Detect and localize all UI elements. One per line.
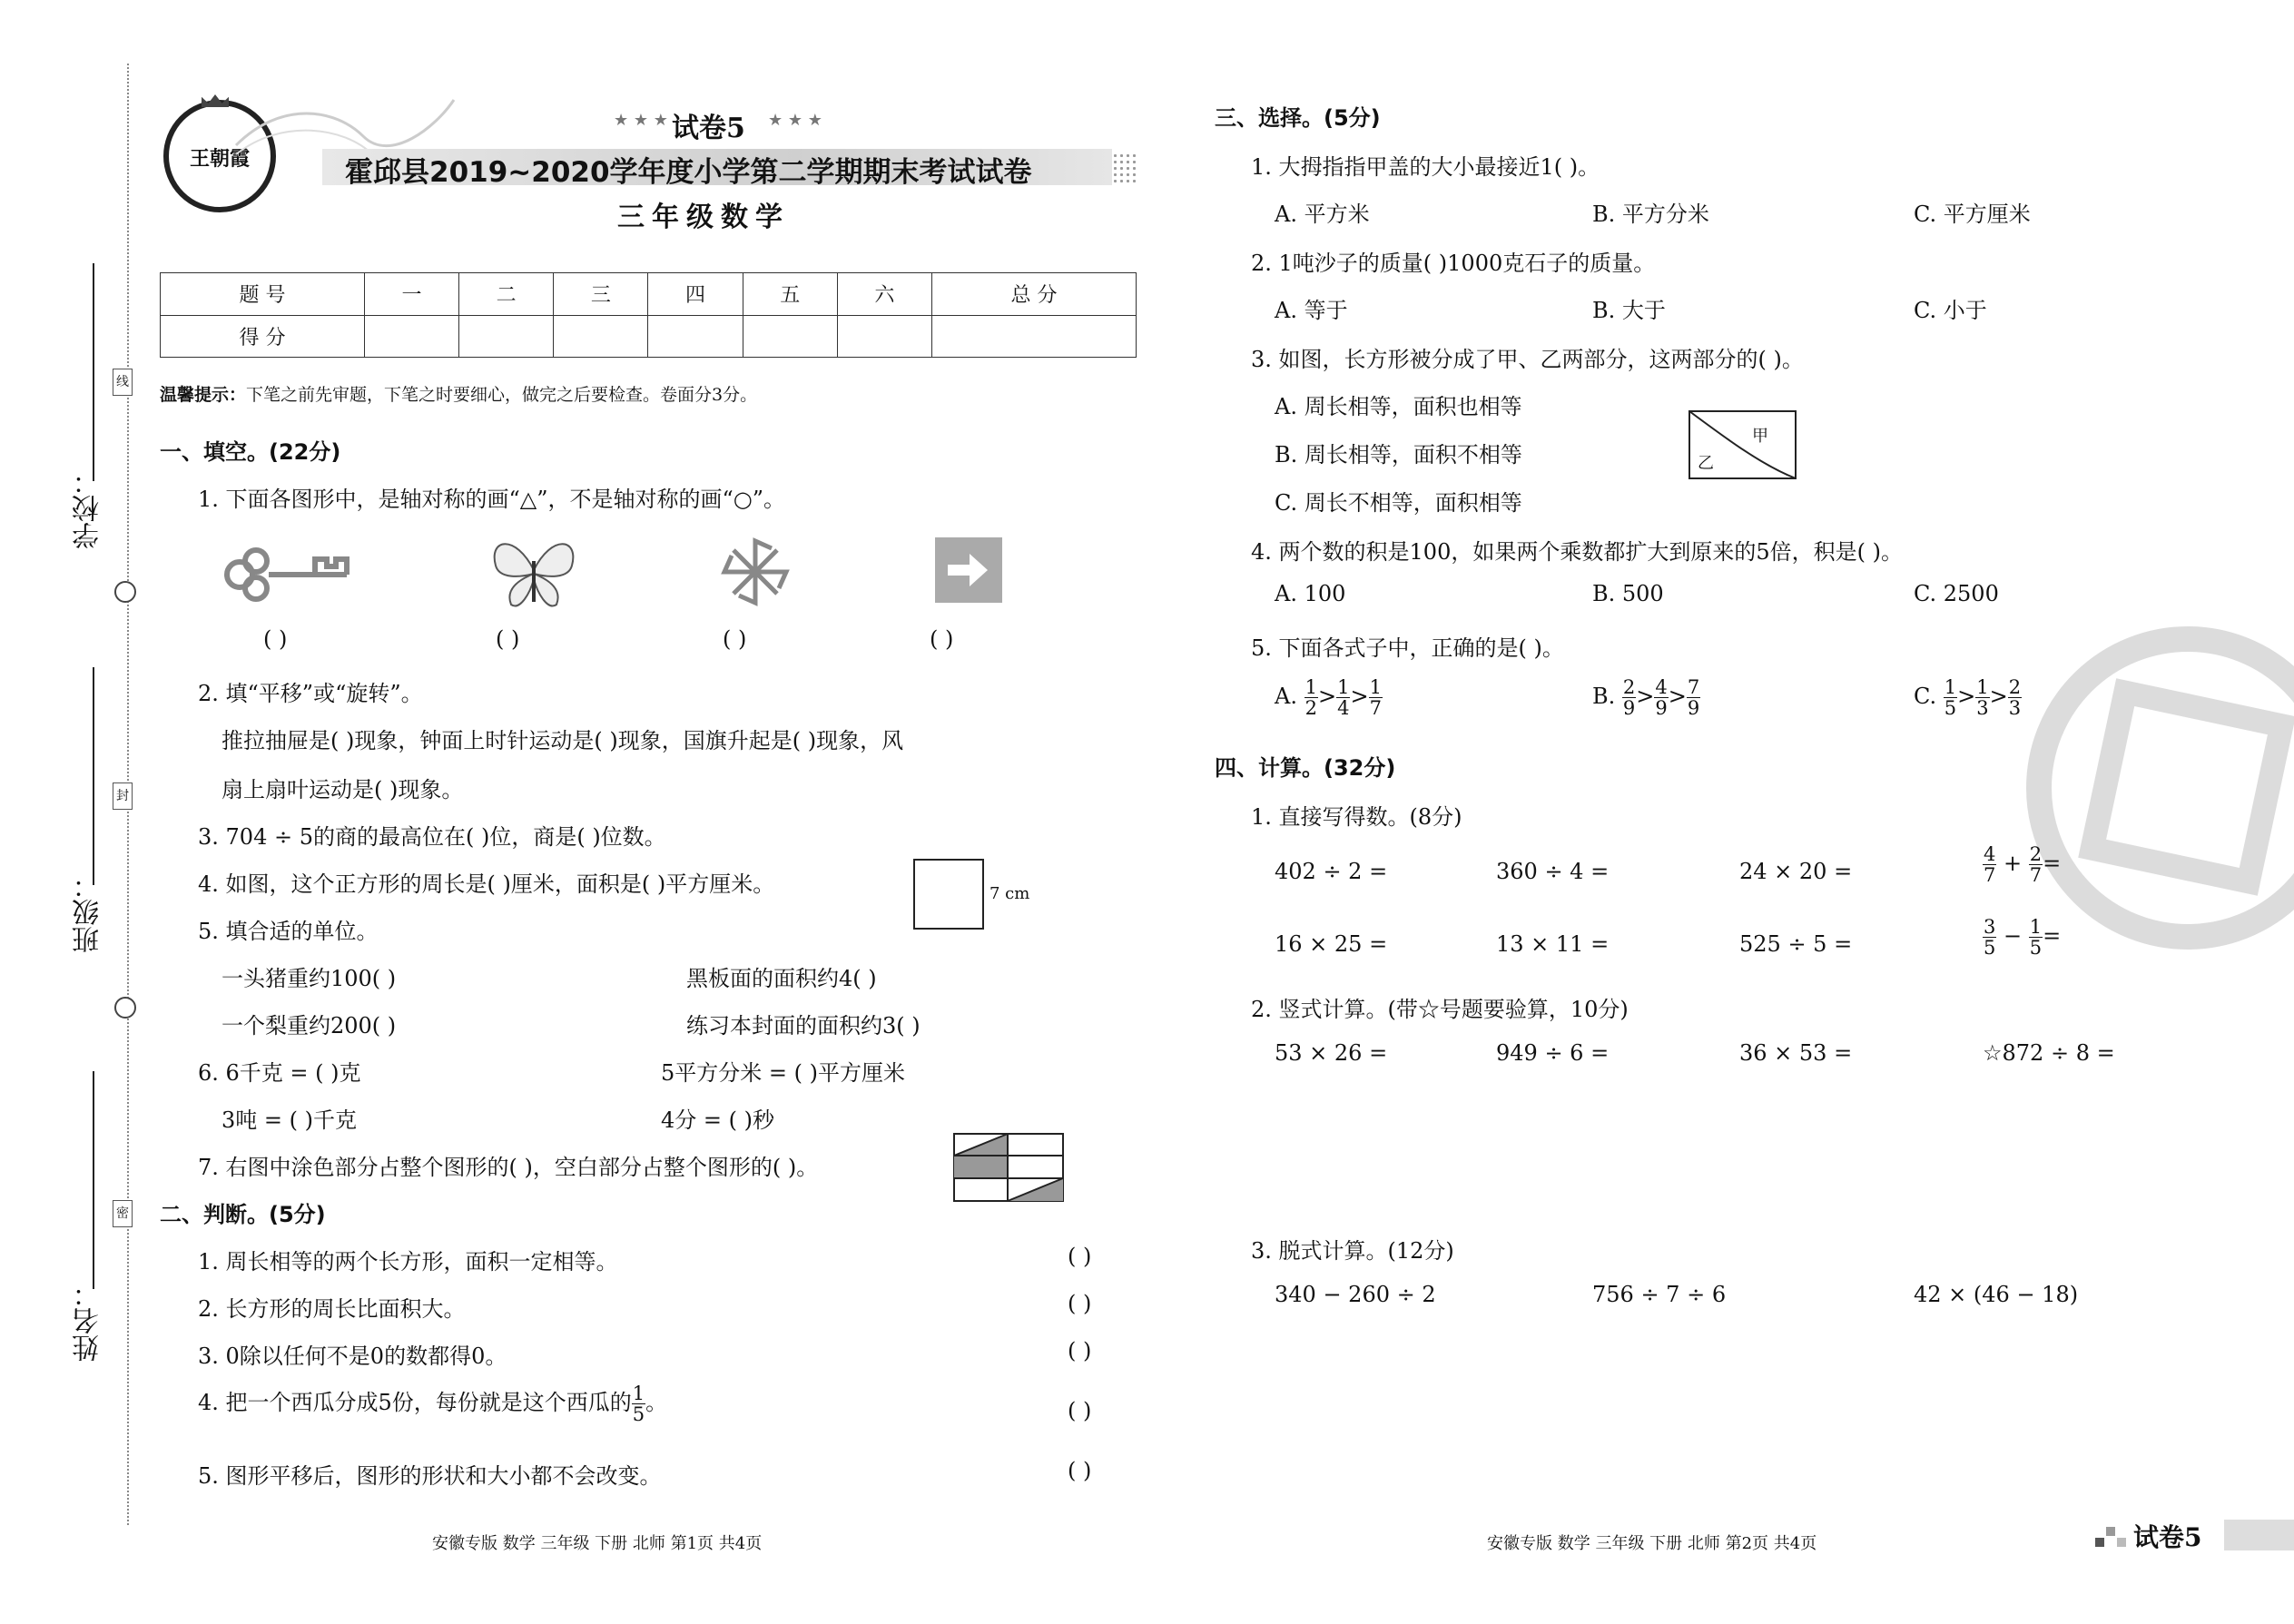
equals-sign: = xyxy=(2043,923,2062,950)
binding-hole-icon xyxy=(114,997,136,1019)
s3-q5-opt-b[interactable] xyxy=(1592,677,1700,718)
s1-q1-blank[interactable]: ( ) xyxy=(723,626,747,652)
series-stars: ★ ★ ★ xyxy=(614,111,668,130)
pinwheel-icon xyxy=(719,536,792,608)
s1-q1-blank[interactable]: ( ) xyxy=(930,626,954,652)
fraction-denominator: 4 xyxy=(1337,697,1350,720)
shaded-grid-figure xyxy=(953,1133,1064,1202)
s3-q2-opt-c[interactable]: C. 小于 xyxy=(1914,298,1987,323)
s1-q6-d: 4分 = ( )秒 xyxy=(661,1107,774,1133)
score-input-cell[interactable] xyxy=(648,315,743,358)
fraction-numerator: 4 xyxy=(1984,843,1996,865)
fraction-numerator: 1 xyxy=(1369,676,1382,698)
s3-q5-opt-c[interactable] xyxy=(1914,677,2022,718)
fraction xyxy=(1336,677,1350,718)
s1-q5-a: 一头猪重约100( ) xyxy=(222,966,397,991)
fraction-numerator: 1 xyxy=(1337,676,1350,698)
fraction xyxy=(1983,917,1996,958)
fraction-denominator: 5 xyxy=(1944,697,1957,720)
score-header-cell: 六 xyxy=(837,273,931,316)
tip-label: 温馨提示： xyxy=(160,385,247,405)
s3-q3-opt-a[interactable]: A. 周长相等，面积也相等 xyxy=(1275,394,1522,419)
s1-q2-line1: 推拉抽屉是( )现象，钟面上时针运动是( )现象，国旗升起是( )现象，风 xyxy=(222,728,904,753)
s1-q5-b: 黑板面的面积约4( ) xyxy=(686,966,877,991)
fraction xyxy=(1944,677,1957,718)
calc-item: 340 − 260 ÷ 2 xyxy=(1275,1282,1436,1307)
s2-item: 1. 周长相等的两个长方形，面积一定相等。 xyxy=(198,1249,618,1275)
fraction xyxy=(1687,677,1700,718)
fraction-one-fifth xyxy=(632,1383,645,1424)
fraction-denominator: 7 xyxy=(1984,864,1996,887)
section4-heading: 四、计算。(32分) xyxy=(1215,755,1396,781)
s3-q4-opt-a[interactable]: A. 100 xyxy=(1275,581,1346,606)
calc-item: 24 × 20 = xyxy=(1739,859,1853,884)
calc-item: ☆872 ÷ 8 = xyxy=(1983,1040,2115,1066)
calc-item: 36 × 53 = xyxy=(1739,1040,1853,1066)
section1-heading: 一、填空。(22分) xyxy=(160,439,341,465)
s4-q2: 2. 竖式计算。(带☆号题要验算，10分) xyxy=(1251,997,1629,1022)
name-label: 姓名： xyxy=(73,1280,104,1362)
fraction xyxy=(1983,844,1996,885)
calc-item: 525 ÷ 5 = xyxy=(1739,931,1853,957)
calc-item: 42 × (46 − 18) xyxy=(1914,1282,2079,1307)
cut-mark-line: 线 xyxy=(113,369,133,396)
gt-sign: > xyxy=(1957,684,1976,710)
s1-q4: 4. 如图，这个正方形的周长是( )厘米，面积是( )平方厘米。 xyxy=(198,871,775,897)
fraction xyxy=(1369,677,1383,718)
binding-hole-icon xyxy=(114,581,136,603)
score-input-cell[interactable] xyxy=(459,315,554,358)
s1-q6-b: 5平方分米 = ( )平方厘米 xyxy=(661,1060,905,1086)
logo-text: 王朝霞 xyxy=(189,147,250,171)
s2-item-text: 4. 把一个西瓜分成5份，每份就是这个西瓜的 xyxy=(198,1390,632,1416)
arrow-sign-icon xyxy=(935,537,1002,603)
school-line xyxy=(93,263,94,481)
fraction-numerator: 1 xyxy=(2029,916,2043,938)
calc-item: 16 × 25 = xyxy=(1275,931,1388,957)
key-icon xyxy=(220,543,356,606)
gt-sign: > xyxy=(1636,684,1655,710)
fraction xyxy=(1305,677,1318,718)
calc-item: 756 ÷ 7 ÷ 6 xyxy=(1592,1282,1727,1307)
s2-item: 5. 图形平移后，图形的形状和大小都不会改变。 xyxy=(198,1463,662,1489)
school-label: 学校： xyxy=(73,468,104,549)
score-input-cell[interactable] xyxy=(743,315,837,358)
s3-q4: 4. 两个数的积是100，如果两个乘数都扩大到原来的5倍，积是( )。 xyxy=(1251,539,1903,565)
gt-sign: > xyxy=(1989,684,2008,710)
score-header-cell: 题 号 xyxy=(161,273,365,316)
s1-q6-c: 3吨 = ( )千克 xyxy=(222,1107,357,1133)
footer-left: 安徽专版 数学 三年级 下册 北师 第1页 共4页 xyxy=(432,1534,763,1553)
score-table xyxy=(160,272,1137,358)
score-input-cell[interactable] xyxy=(554,315,648,358)
fraction-numerator: 1 xyxy=(632,1383,645,1404)
fraction-denominator: 9 xyxy=(1687,697,1700,720)
calc-item: 13 × 11 = xyxy=(1496,931,1610,957)
fraction-denominator: 9 xyxy=(1655,697,1668,720)
fraction-numerator: 1 xyxy=(1976,676,1989,698)
option-label: C. xyxy=(1914,684,1937,710)
fraction-denominator: 3 xyxy=(1976,697,1989,720)
s3-q2-opt-b[interactable]: B. 大于 xyxy=(1592,298,1666,323)
name-line xyxy=(93,1071,94,1289)
minus-sign: − xyxy=(2004,923,2023,950)
s3-q3-opt-c[interactable]: C. 周长不相等，面积相等 xyxy=(1275,490,1522,516)
fraction-denominator: 7 xyxy=(2029,864,2043,887)
plus-sign: + xyxy=(2004,851,2023,877)
s3-q4-opt-c[interactable]: C. 2500 xyxy=(1914,581,1999,606)
s2-item-4 xyxy=(198,1383,667,1424)
fraction xyxy=(1975,677,1989,718)
calc-item: 949 ÷ 6 = xyxy=(1496,1040,1610,1066)
square-side-label: 7 cm xyxy=(989,884,1030,903)
score-row-label: 得 分 xyxy=(161,315,365,358)
crown-icon xyxy=(202,94,229,107)
s3-q1: 1. 大拇指指甲盖的大小最接近1( )。 xyxy=(1251,154,1600,180)
s1-q1-blank[interactable]: ( ) xyxy=(496,626,520,652)
score-header-cell: 三 xyxy=(554,273,648,316)
s1-q5: 5. 填合适的单位。 xyxy=(198,919,379,944)
s4-q1: 1. 直接写得数。(8分) xyxy=(1251,804,1462,830)
fraction-denominator: 3 xyxy=(2008,697,2022,720)
section3-heading: 三、选择。(5分) xyxy=(1215,105,1381,131)
series-stars: ★ ★ ★ xyxy=(768,111,822,130)
s2-item-end: 。 xyxy=(645,1390,668,1416)
title-bar-dots xyxy=(1112,153,1137,183)
s1-q6-a: 6. 6千克 = ( )克 xyxy=(198,1060,361,1086)
s4-q3: 3. 脱式计算。(12分) xyxy=(1251,1238,1454,1264)
fraction-denominator: 5 xyxy=(2029,937,2043,960)
cut-mark-seal: 封 xyxy=(113,782,133,810)
score-header-cell: 四 xyxy=(648,273,743,316)
s3-q1-opt-c[interactable]: C. 平方厘米 xyxy=(1914,202,2031,227)
tab-bar xyxy=(2224,1520,2294,1550)
score-table-score-row xyxy=(161,315,1137,358)
class-line xyxy=(93,667,94,885)
s3-q2: 2. 1吨沙子的质量( )1000克石子的质量。 xyxy=(1251,251,1656,276)
s3-q3: 3. 如图，长方形被分成了甲、乙两部分，这两部分的( )。 xyxy=(1251,347,1804,372)
fraction-denominator: 7 xyxy=(1369,697,1382,720)
calc-fraction-sub xyxy=(1983,917,2061,958)
class-label: 班级： xyxy=(73,871,104,953)
s2-item: 3. 0除以任何不是0的数都得0。 xyxy=(198,1343,507,1369)
s1-q3: 3. 704 ÷ 5的商的最高位在( )位，商是( )位数。 xyxy=(198,824,666,850)
s1-q5-d: 练习本封面的面积约3( ) xyxy=(686,1013,921,1038)
exam-title: 霍邱县2019~2020学年度小学第二学期期末考试试卷 xyxy=(345,156,1032,189)
s3-q3-opt-b[interactable]: B. 周长相等，面积不相等 xyxy=(1275,442,1522,468)
gt-sign: > xyxy=(1317,684,1337,710)
s3-q1-opt-b[interactable]: B. 平方分米 xyxy=(1592,202,1709,227)
fraction-denominator: 5 xyxy=(1984,937,1996,960)
judge-bracket[interactable]: ( ) xyxy=(1068,1398,1092,1423)
cut-mark-secret: 密 xyxy=(113,1200,133,1227)
fraction-numerator: 7 xyxy=(1687,676,1700,698)
s3-q1-opt-a[interactable]: A. 平方米 xyxy=(1275,202,1370,227)
fraction-numerator: 2 xyxy=(1622,676,1636,698)
fraction-numerator: 2 xyxy=(2008,676,2022,698)
tip-text: 下笔之前先审题，下笔之时要细心，做完之后要检查。卷面分3分。 xyxy=(246,385,758,405)
fraction xyxy=(2029,844,2043,885)
fraction-numerator: 1 xyxy=(1944,676,1957,698)
s1-q2-line2: 扇上扇叶运动是( )现象。 xyxy=(222,777,464,802)
judge-bracket[interactable]: ( ) xyxy=(1068,1338,1092,1363)
exam-subject: 三年级数学 xyxy=(617,202,790,233)
s1-q2: 2. 填“平移”或“旋转”。 xyxy=(198,681,423,706)
option-label: A. xyxy=(1275,684,1297,710)
gt-sign: > xyxy=(1350,684,1369,710)
s2-item: 2. 长方形的周长比面积大。 xyxy=(198,1296,466,1322)
series-label: 试卷5 xyxy=(672,113,745,144)
s3-q4-opt-b[interactable]: B. 500 xyxy=(1592,581,1664,606)
s1-q7: 7. 右图中涂色部分占整个图形的( )，空白部分占整个图形的( )。 xyxy=(198,1155,819,1180)
score-header-cell: 五 xyxy=(743,273,837,316)
butterfly-icon xyxy=(488,534,579,612)
judge-bracket[interactable]: ( ) xyxy=(1068,1458,1092,1483)
s3-q5: 5. 下面各式子中，正确的是( )。 xyxy=(1251,635,1564,661)
tab-label: 试卷5 xyxy=(2133,1522,2202,1552)
judge-bracket[interactable]: ( ) xyxy=(1068,1244,1092,1269)
gt-sign: > xyxy=(1668,684,1687,710)
fraction xyxy=(2008,677,2022,718)
footer-right: 安徽专版 数学 三年级 下册 北师 第2页 共4页 xyxy=(1487,1534,1817,1553)
score-input-cell[interactable] xyxy=(364,315,458,358)
watermark-mark xyxy=(2078,678,2294,896)
s3-q5-opt-a[interactable] xyxy=(1275,677,1383,718)
option-label: B. xyxy=(1592,684,1616,710)
calc-fraction-add xyxy=(1983,844,2061,885)
fraction-numerator: 4 xyxy=(1655,676,1668,698)
calc-item: 360 ÷ 4 = xyxy=(1496,859,1610,884)
fraction-denominator: 2 xyxy=(1305,697,1317,720)
calc-item: 53 × 26 = xyxy=(1275,1040,1388,1066)
secret-watermark-icon xyxy=(2026,626,2294,950)
s1-q5-c: 一个梨重约200( ) xyxy=(222,1013,397,1038)
fraction-denominator: 5 xyxy=(632,1403,645,1426)
s1-q1: 1. 下面各图形中，是轴对称的画“△”，不是轴对称的画“○”。 xyxy=(198,487,786,512)
judge-bracket[interactable]: ( ) xyxy=(1068,1291,1092,1316)
score-input-cell[interactable] xyxy=(837,315,931,358)
region-yi-label: 乙 xyxy=(1698,454,1714,473)
fraction xyxy=(1622,677,1636,718)
score-table-header-row xyxy=(161,273,1137,316)
fraction-numerator: 3 xyxy=(1984,916,1996,938)
square-figure xyxy=(913,859,984,930)
tab-dots-icon xyxy=(2095,1527,2126,1547)
s1-q1-blank[interactable]: ( ) xyxy=(263,626,288,652)
region-jia-label: 甲 xyxy=(1752,427,1768,446)
score-header-cell: 总 分 xyxy=(932,273,1137,316)
score-input-cell[interactable] xyxy=(932,315,1137,358)
score-header-cell: 一 xyxy=(364,273,458,316)
fraction-numerator: 1 xyxy=(1305,676,1317,698)
fraction-denominator: 9 xyxy=(1622,697,1636,720)
section2-heading: 二、判断。(5分) xyxy=(160,1202,326,1227)
fraction xyxy=(2029,917,2043,958)
calc-item: 402 ÷ 2 = xyxy=(1275,859,1388,884)
s3-q2-opt-a[interactable]: A. 等于 xyxy=(1275,298,1348,323)
score-header-cell: 二 xyxy=(459,273,554,316)
equals-sign: = xyxy=(2043,851,2062,877)
fraction xyxy=(1654,677,1668,718)
fraction-numerator: 2 xyxy=(2029,843,2043,865)
tip-line xyxy=(160,381,757,406)
